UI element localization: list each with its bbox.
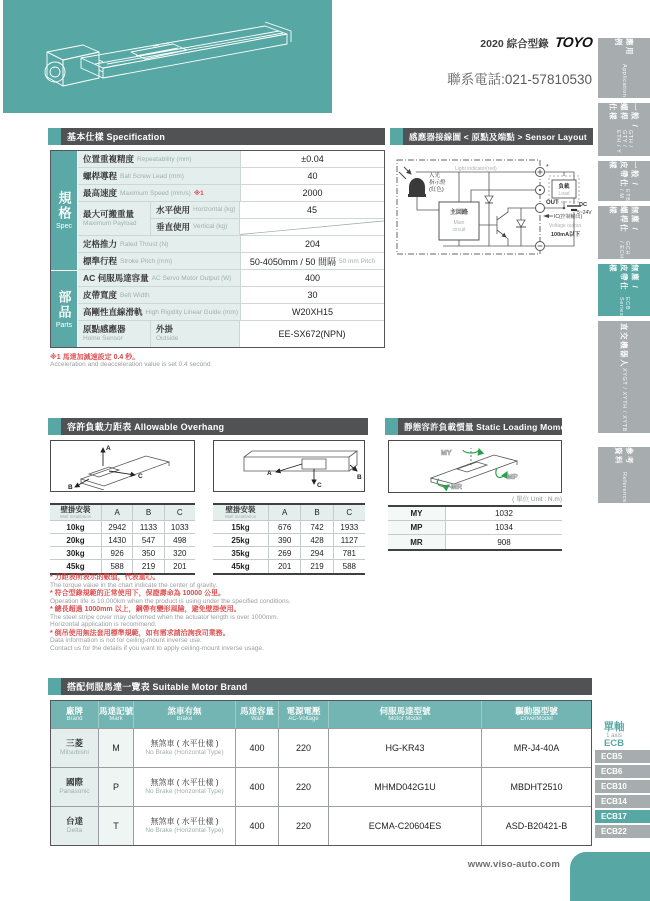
col-a: A [269,505,301,520]
table-row: 20kg 1430 547 498 [50,534,195,547]
moment-table [388,505,562,551]
row-label-en: Vertical (kg) [193,223,228,231]
table-row: 10kg 2942 1133 1033 [50,521,195,534]
note-line: Operation life is 10,000km when the product is using under the specified conditions. [50,597,291,605]
row-label-en: Home Sensor [83,335,123,343]
motor-row-mitsubishi: 三菱 Mitsubishi M 無煞車 ( 水平仕樣 ) No Brake (Horizontal Type) 400 220 HG-KR43 MR-J4-40A [51,728,591,767]
row-label-zh: AC 伺服馬達容量 [83,273,149,283]
spec-row-payload [78,202,384,236]
col-c: C [165,505,195,520]
sensor-section-title: 感應器接線圖 < 原點及端點 > Sensor Layout [409,131,587,142]
spec-table [50,150,385,348]
row-label-en: Ball Screw Lead (mm) [120,172,184,180]
terminal-out [536,204,545,213]
notes-block [50,573,380,652]
light-label-zh1: 入光 [429,173,441,179]
overhang-diagram-right [213,440,365,492]
row-value: W20XH15 [240,304,384,320]
series-title-zh: 單軸 [603,721,625,733]
table-row [388,535,562,549]
moment-row-value: 1034 [495,523,513,532]
spec-row-belt [78,287,384,304]
row-label-zh: 高剛性直線滑軌 [83,307,143,317]
axis-label-c: C [138,473,143,480]
row-value-na [239,219,384,235]
dc-label: DC [579,202,587,208]
teal-accent-square [48,128,61,145]
plus-star: * [546,164,549,171]
row-label-zh: 外掛 [156,324,174,335]
light-label-zh2: 指示燈 [429,180,446,186]
spec-group-spec [51,151,78,270]
light-label-zh3: (紅色) [429,187,444,193]
row-label-zh: 螺桿導程 [83,171,118,181]
sidebar-tab-clean-screw[interactable] [598,206,650,259]
moment-label-my: MY [441,450,452,457]
ic-label: IC(控制輸出) [554,214,583,220]
overhang-section-title: 容許負載力距表 Allowable Overhang [67,422,225,432]
moment-row-label: MP [388,521,446,534]
teal-accent-square [390,128,403,145]
row-label-en: Rated Thrust (N) [120,240,169,248]
row-value: 45 [239,202,384,218]
teal-accent-square [48,678,61,695]
tab-label-zh: 一般 / 螺桿仕樣 [608,103,640,129]
tab-label-zh: 一般 / 皮帶仕樣 [608,161,640,188]
tab-label-en: Reference [621,472,627,503]
spec-group-parts [51,270,78,347]
product-drawing [3,0,332,113]
moment-row-value: 908 [497,537,511,547]
axis-label-a: A [267,470,272,477]
load-en: Load [558,191,570,197]
group-label-en: Spec [56,223,72,230]
row-label-en: Outside [156,335,179,343]
axis-label-a: A [106,445,111,452]
note-line: The steel stripe cover may deformed when the actuator length is over 1000mm. [50,614,279,622]
wall-install-zh: 壁掛安裝 [225,505,256,514]
table-row [388,507,562,521]
col-b: B [133,505,164,520]
spec-footnote-zh: ※1 馬達加減速設定 0.4 秒。 [50,354,140,361]
row-label-en: Belt Width [120,291,150,299]
table-row: 35kg 269 294 781 [213,547,365,560]
motor-row-panasonic: 國際 Panasonic P 無煞車 ( 水平仕樣 ) No Brake (Horizontal Type) 400 220 MHMD042G1U MBDHT2510 [51,767,591,806]
row-label-zh: 最大可搬重量 [83,208,135,219]
series-title-en: 1 axis [606,733,622,740]
website-url: www.viso-auto.com [467,859,560,870]
table-row: 45kg 588 219 201 [50,560,195,573]
row-value: 40 [240,168,384,184]
row-label-en: AC Servo Motor Output (W) [151,274,232,282]
tab-label-en: GTH / GTY / ETH / Y [615,129,633,154]
tab-label-zh: 直交機器人 [619,322,629,368]
current-limit-label: 100mA以下 [551,232,581,238]
na-diagonal-line [240,219,384,235]
series-item-ecb17[interactable]: ECB17 [595,810,650,823]
spec-row-repeatability [78,151,384,168]
series-title-series: ECB [603,738,625,750]
brandline [330,34,592,51]
row-value: EE-SX672(NPN) [239,321,384,347]
tab-label-en: XYGT / XYTH / XYTB [621,367,627,432]
tab-label-zh: 應用例 [614,38,634,56]
tab-label-en: GCH / ECH [618,240,630,259]
tab-label-en: Application [621,64,627,98]
motor-row-delta: 台達 Delta T 無煞車 ( 水平仕樣 ) No Brake (Horizontal Type) 400 220 ECMA-C20604ES ASD-B20421-B [51,806,591,845]
col-a: A [102,505,133,520]
group-label-zh: 規格 [56,191,72,221]
moment-diagram [388,440,562,493]
note-line: Contact us for the details if you want to apply ceiling-mount inverse usage. [50,644,264,652]
spec-section-header [48,128,385,145]
tab-label-zh: 參考資料 [614,447,634,465]
row-value: 400 [240,270,384,286]
tab-label-en: ECB Series [618,296,630,317]
note-line: * 倒吊使用無法套用標準規範，如有需求請洽詢我司業務。 [50,629,230,637]
teal-accent-square [385,418,398,435]
out-label: OUT [546,200,559,206]
sidebar-tab-general-belt[interactable] [598,161,650,201]
spec-row-motor-output [78,270,384,287]
col-c: C [334,505,365,520]
tab-label-zh: 無塵 / 螺桿仕樣 [608,206,640,233]
table-row: 15kg 676 742 1933 [213,521,365,534]
moment-section-header [385,418,574,435]
incident-light-arrows [399,167,411,179]
spec-subrow-horizontal [150,202,384,219]
row-value: ±0.04 [240,151,384,167]
spec-row-lead [78,168,384,185]
sidebar-tab-general-screw[interactable] [598,103,650,156]
axis-label-b: B [357,474,362,481]
axis-label-b: B [68,484,73,490]
spec-row-home-sensor [78,321,384,347]
row-label-en: Horizontal (kg) [193,206,236,214]
sensor-section-header [390,128,593,145]
overhang-table-left [50,503,195,575]
moment-row-label: MY [388,507,446,520]
main-circuit-en1: Main [453,220,465,226]
sidebar-tab-application[interactable] [598,38,650,98]
overhang-table-right [213,503,365,575]
dc-range: 5~24V [577,210,592,216]
group-label-zh: 部品 [56,289,72,320]
overhang-section-header [48,418,368,435]
tab-label-zh: 無塵 / 皮帶仕樣 [608,264,640,291]
wall-install-en: Wall Installation [59,513,92,519]
note-line: The torque value in the chart indicate the center of gravity. [50,581,218,589]
motor-section-header [48,678,592,695]
group-label-en: Parts [55,321,73,329]
load-zh: 負載 [558,184,570,190]
row-value: 204 [240,236,384,252]
series-item-ecb14[interactable]: ECB14 [595,795,650,808]
row-label-zh: 定格推力 [83,239,118,249]
catalog-edition: 2020 綜合型錄 [480,38,549,50]
spec-row-guide [78,304,384,321]
table-row: 25kg 390 428 1127 [213,534,365,547]
row-label-zh: 標準行程 [83,256,118,266]
phone-number: 聯系電話:021-57810530 [447,72,592,87]
series-item-ecb5[interactable]: ECB5 [595,750,650,763]
moment-label-mr: MR [451,484,462,491]
spec-group-column [51,151,78,347]
wall-install-zh: 壁掛安裝 [60,505,91,514]
table-row: 45kg 201 219 588 [213,560,365,573]
light-label-en: Light indicator(red) [455,166,497,172]
motor-section-title: 搭配伺服馬達一覽表 Suitable Motor Brand [67,682,248,692]
table-row [388,521,562,535]
series-item-ecb6[interactable]: ECB6 [595,765,650,778]
row-label-en: High Rigidity Linear Guide (mm) [145,308,238,316]
teal-accent-square [48,418,61,435]
row-label-zh: 水平使用 [156,204,191,215]
row-label-zh: 皮帶寬度 [83,290,118,300]
spec-row-thrust [78,236,384,253]
row-label-en: Maximum Speed (mm/s) [120,189,191,197]
overhang-diagram-left [50,440,195,492]
row-label-zh: 最高速度 [83,188,118,198]
spec-row-stroke [78,253,384,270]
moment-label-mp: MP [507,474,518,481]
spec-section-title: 基本仕樣 Specification [67,132,166,142]
table-header-row [213,505,365,521]
actuator-line-drawing [3,0,332,113]
spec-footnote-en: Acceleration and deacceleration value is set 0.4 second. [50,361,213,368]
sidebar-tab-cartesian-robot[interactable] [598,321,650,433]
table-row: 30kg 926 350 320 [50,547,195,560]
note-line: * 符合型錄規範的正常使用下，保證壽命為 10000 公里。 [50,590,226,598]
spec-subrow-vertical [150,219,384,235]
spec-row-speed [78,185,384,202]
main-circuit-zh: 主回路 [449,210,469,216]
corner-accent-block [570,852,650,901]
row-label-zh: 垂直使用 [156,221,191,232]
wall-install-en: Wall Installation [224,513,257,519]
axis-label-c: C [317,482,322,489]
row-value: 30 [240,287,384,303]
main-circuit-en2: circuit [452,227,466,233]
toyo-logo: TOYO [553,34,593,50]
footnote-mark: ※1 [193,190,204,197]
table-header-row [50,505,195,521]
voltage-output-label: Voltage output [549,223,581,229]
note-line: * 力距表所表示的數值，代表重心。 [50,574,160,581]
note-line: * 總長超過 1000mm 以上，鋼帶有變形風險，避免壁掛使用。 [50,606,241,614]
row-value: 2000 [240,185,384,201]
series-menu-title [590,722,638,749]
sensor-circuit-diagram [393,150,593,262]
motor-table [50,700,592,846]
row-label-en: Stroke Pitch (mm) [120,257,173,265]
sidebar-tab-reference[interactable] [598,447,650,503]
unit-note: ( 單位 Unit : N.m) [512,496,562,503]
row-label-en: Repeatability (mm) [137,155,192,163]
moment-row-value: 1032 [495,509,513,518]
moment-section-title: 靜態容許負載慣量 Static Loading Moment [404,421,574,432]
series-item-ecb10[interactable]: ECB10 [595,780,650,793]
col-b: B [301,505,333,520]
row-label-zh: 原點感應器 [83,324,126,335]
row-label-en: Maximum Payload [83,219,137,227]
row-label-zh: 位置重複精度 [83,154,135,164]
note-line: Data information is not for ceiling-mount inverse use. [50,637,202,645]
note-line: Horizontal application is recommend. [50,621,157,629]
led-icon [409,178,425,194]
sidebar-tab-clean-belt[interactable] [598,264,650,316]
row-value: 50-4050mm / 50 間隔 [249,256,336,267]
series-item-ecb22[interactable]: ECB22 [595,825,650,838]
motor-header-row: 廠牌 Brand 馬達記號 Mark 煞車有無 Brake 馬達容量 Watt 電源電壓 AC-Voltage 伺服馬達型號 Motor Model 驅動器型號 DriverModel [51,701,591,728]
row-value-suffix: 50 mm Pitch [338,257,376,265]
tab-label-en: ETB / M [618,188,630,201]
moment-row-label: MR [388,535,446,549]
